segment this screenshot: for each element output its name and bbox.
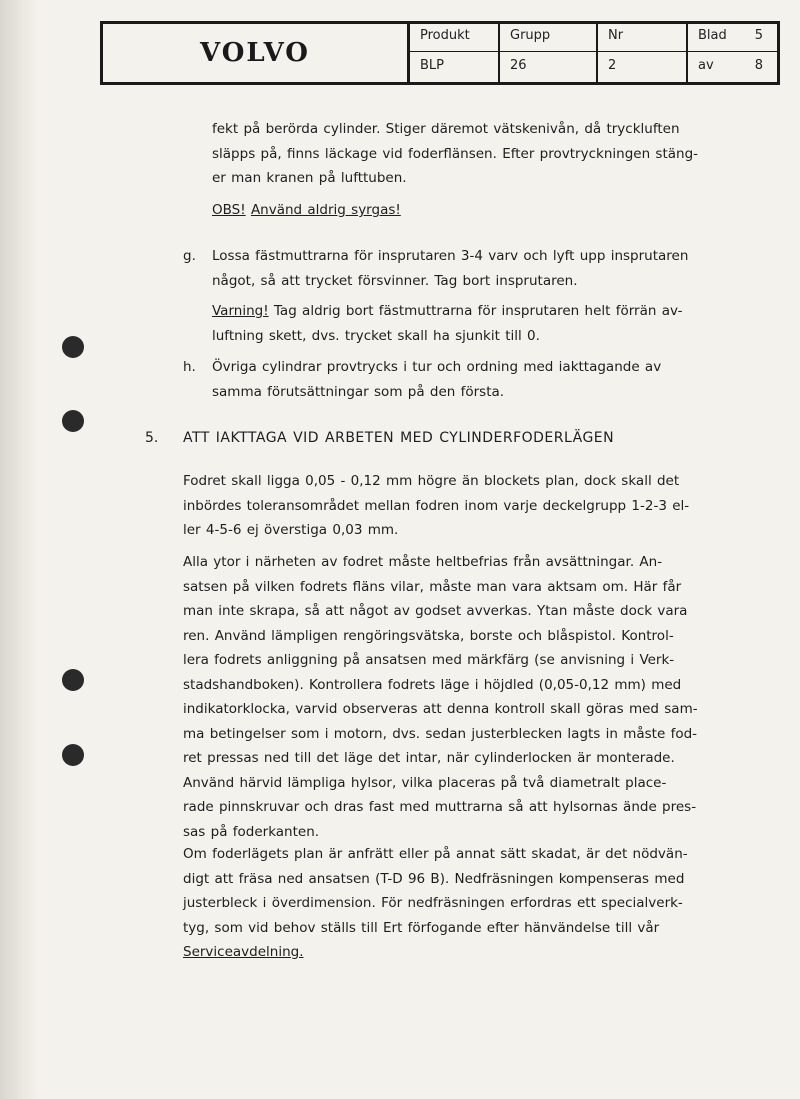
text-line: inbördes toleransområdet mellan fodren inom varje deckelgrupp 1-2-3 el- [183, 497, 690, 514]
obs-note [212, 198, 401, 223]
document-header [100, 21, 780, 85]
item-h-marker: h. [183, 359, 196, 375]
text-line: Övriga cylindrar provtrycks i tur och ordning med iakttagande av [212, 359, 662, 375]
text-line: satsen på vilken fodrets fläns vilar, måste man vara aktsam om. Här får [183, 578, 682, 595]
av-label: av [698, 58, 714, 73]
warning-text: Tag aldrig bort fästmuttrarna för insprutaren helt förrän av- [268, 303, 683, 319]
blad-cell [688, 24, 777, 82]
text-line: fekt på berörda cylinder. Stiger däremot vätskenivån, då tryckluften [212, 121, 680, 137]
service-department-link: Serviceavdelning. [183, 944, 304, 960]
continuation-paragraph [212, 117, 699, 191]
obs-text: Använd aldrig syrgas! [250, 202, 401, 218]
text-line: ler 4-5-6 ej överstiga 0,03 mm. [183, 522, 399, 538]
text-line: indikatorklocka, varvid observeras att denna kontroll skall göras med sam- [183, 701, 698, 717]
text-line: sas på foderkanten. [183, 823, 320, 840]
volvo-logo: VOLVO [200, 38, 310, 68]
nr-label: Nr [608, 28, 624, 43]
item-g-marker: g. [183, 248, 196, 264]
obs-label: OBS! [212, 202, 246, 218]
av-value: 8 [754, 58, 763, 73]
text-line: ma betingelser som i motorn, dvs. sedan justerblecken lagts in måste fod- [183, 725, 698, 742]
text-line: samma förutsättningar som på den första. [212, 383, 505, 400]
logo-cell [103, 24, 410, 82]
text-line: er man kranen på lufttuben. [212, 170, 407, 186]
text-line: tyg, som vid behov ställs till Ert förfogande efter hänvändelse till vår [183, 919, 660, 936]
text-line: ren. Använd lämpligen rengöringsvätska, borste och blåspistol. Kontrol- [183, 627, 674, 644]
text-line: lera fodrets anliggning på ansatsen med märkfärg (se anvisning i Verk- [183, 652, 675, 668]
grupp-cell [500, 24, 598, 82]
text-line: Använd härvid lämpliga hylsor, vilka placeras på två diametralt place- [183, 774, 667, 791]
produkt-value: BLP [420, 58, 445, 73]
produkt-label: Produkt [420, 28, 470, 43]
text-line: man inte skrapa, så att något av godset avverkas. Ytan måste dock vara [183, 603, 688, 619]
text-line: ret pressas ned till det läge det intar, när cylinderlocken är monterade. [183, 750, 675, 766]
warning-note [212, 299, 682, 348]
produkt-cell [410, 24, 500, 82]
punch-hole-3 [62, 669, 84, 691]
text-line: digt att fräsa ned ansatsen (T-D 96 B). Nedfräsningen kompenseras med [183, 870, 685, 887]
grupp-value: 26 [510, 58, 527, 73]
section-number: 5. [145, 430, 159, 446]
text-line: släpps på, finns läckage vid foderflänsen. Efter provtryckningen stäng- [212, 145, 699, 162]
text-line: rade pinnskruvar och dras fast med muttrarna så att hylsornas ände pres- [183, 799, 697, 815]
text-line: Om foderlägets plan är anfrätt eller på annat sätt skadat, är det nödvän- [183, 846, 688, 862]
text-line: justerbleck i överdimension. För nedfräsningen erfordras ett specialverk- [183, 895, 683, 911]
page-edge-shadow [0, 0, 40, 1099]
item-g-text [212, 244, 689, 293]
text-line: Alla ytor i närheten av fodret måste heltbefrias från avsättningar. An- [183, 554, 663, 570]
text-line: något, så att trycket försvinner. Tag bort insprutaren. [212, 272, 578, 289]
blad-value: 5 [754, 28, 763, 43]
paragraph-2 [183, 550, 698, 844]
text-line: Fodret skall ligga 0,05 - 0,12 mm högre än blockets plan, dock skall det [183, 473, 680, 489]
nr-cell [598, 24, 688, 82]
text-line: luftning skett, dvs. trycket skall ha sjunkit till 0. [212, 327, 540, 344]
paragraph-1 [183, 469, 690, 543]
section-title: ATT IAKTTAGA VID ARBETEN MED CYLINDERFODERLÄGEN [183, 430, 615, 446]
paragraph-3 [183, 842, 688, 965]
punch-hole-4 [62, 744, 84, 766]
warning-label: Varning! [212, 303, 269, 319]
text-line: Lossa fästmuttrarna för insprutaren 3-4 varv och lyft upp insprutaren [212, 248, 689, 264]
blad-label: Blad [698, 28, 727, 43]
punch-hole-2 [62, 410, 84, 432]
nr-value: 2 [608, 58, 617, 73]
grupp-label: Grupp [510, 28, 551, 43]
item-h-text [212, 355, 682, 404]
punch-hole-1 [62, 336, 84, 358]
text-line: stadshandboken). Kontrollera fodrets läge i höjdled (0,05-0,12 mm) med [183, 676, 682, 693]
